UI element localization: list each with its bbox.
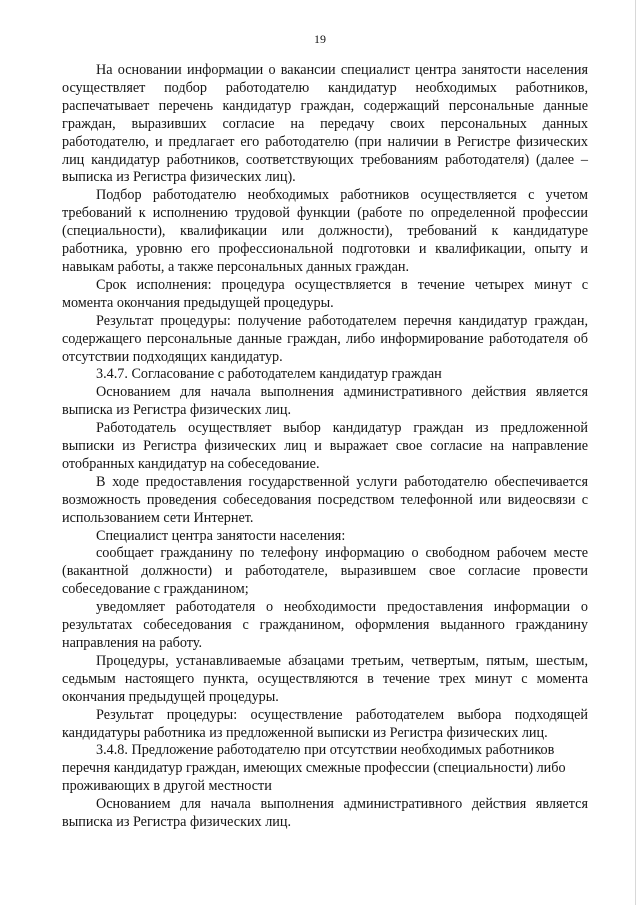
section-heading-3-4-8: 3.4.8. Предложение работодателю при отсутствии необходимых работников перечня кандидатур граждан, имеющих смежные профессии (специальности) либо проживающих в другой местности [62,742,566,795]
paragraph-remote-interview: В ходе предоставления государственной услуги работодателю обеспечивается возможность проведения собеседования посредством телефонной или видеосвязи с использованием сети Интернет. [62,473,588,526]
paragraph-notify-employer: уведомляет работодателя о необходимости предоставления информации о результатах собеседования с гражданином, оформления выданного гражданину направления на работу. [62,599,588,651]
paragraph-specialist-duties: Специалист центра занятости населения: [96,527,346,544]
section-heading-3-4-7: 3.4.7. Согласование с работодателем кандидатур граждан [96,366,442,383]
paragraph-procedures-timing: Процедуры, устанавливаемые абзацами третьим, четвертым, пятым, шестым, седьмым настоящего пункта, осуществляются в течение трех минут с момента окончания предыдущей процедуры. [62,652,588,705]
paragraph-employer-choice: Работодатель осуществляет выбор кандидатур граждан из предложенной выписки из Регистра физических лиц и выражает свое согласие на направление отобранных кандидатур на собеседование. [62,420,588,472]
paragraph-notify-citizen: сообщает гражданину по телефону информацию о свободном рабочем месте (вакантной должности) и работодателе, выразившем свое согласие провести собеседование с гражданином; [62,545,588,598]
paragraph-vacancy-info: На основании информации о вакансии специалист центра занятости населения осуществляет подбор работодателю кандидатур необходимых работников, распечатывает перечень кандидатур граждан, содержащий персональные данные граждан, выразивших согласие на передачу своих персональных данных работодателю, и предлагает его работодателю (при наличии в Регистре физических лиц кандидатур работников, соответствующих требованиям работодателя) (далее – выписка из Регистра физических лиц). [62,62,588,186]
paragraph-execution-time: Срок исполнения: процедура осуществляется в течение четырех минут с момента окончания предыдущей процедуры. [62,276,588,311]
document-body [62,62,588,832]
paragraph-procedure-result-2: Результат процедуры: осуществление работодателем выбора подходящей кандидатуры работника из предложенной выписки из Регистра физических лиц. [62,706,588,741]
page-number: 19 [314,32,326,46]
paragraph-procedure-result: Результат процедуры: получение работодателем перечня кандидатур граждан, содержащего персональные данные граждан, либо информирование работодателя об отсутствии подходящих кандидатур. [62,312,588,365]
paragraph-selection-criteria: Подбор работодателю необходимых работников осуществляется с учетом требований к исполнению трудовой функции (работе по определенной профессии (специальности), квалификации или должности), требований к кандидатуре работника, уровню его профессиональной подготовки и квалификации, опыту и навыкам работы, а также персональных данных граждан. [62,187,588,275]
page-edge-line [635,0,636,905]
paragraph-action-basis: Основанием для начала выполнения административного действия является выписка из Регистра физических лиц. [62,384,588,419]
paragraph-action-basis-2: Основанием для начала выполнения административного действия является выписка из Регистра физических лиц. [62,796,588,831]
